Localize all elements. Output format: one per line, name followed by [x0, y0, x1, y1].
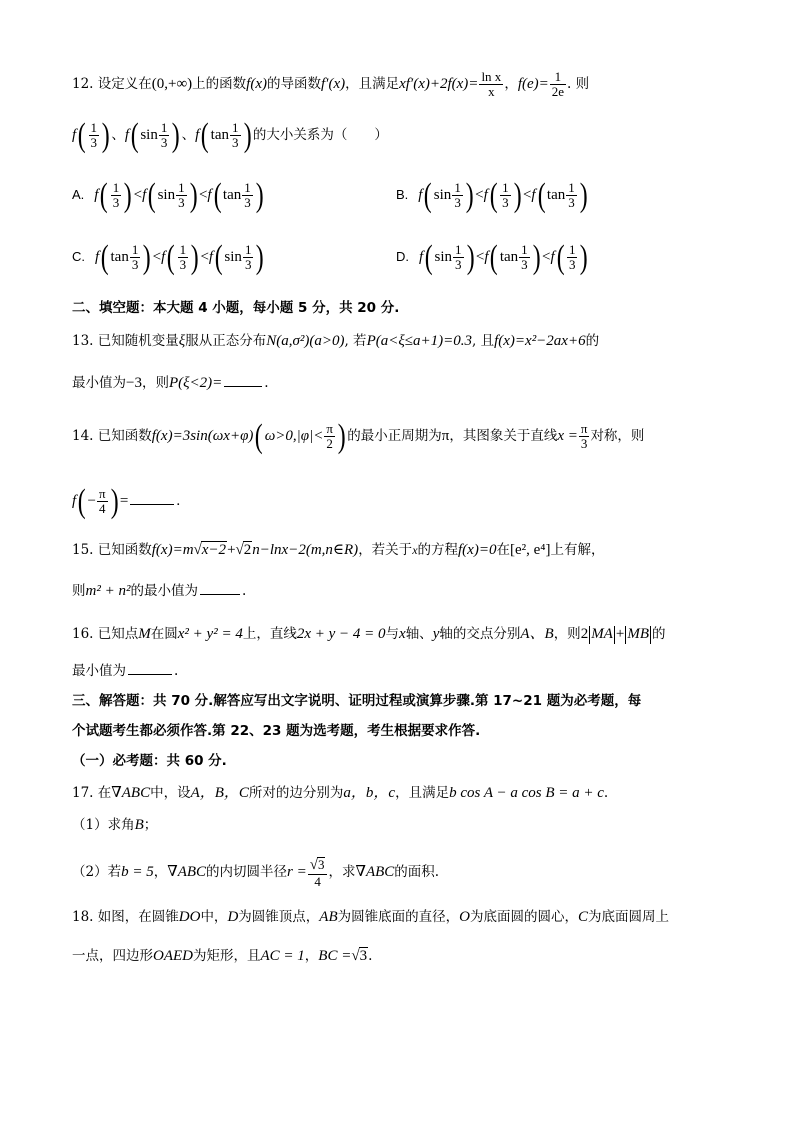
q12-option-d: D. f( sin $\frac{1}{3}$ ) <f( tan $\frac{1}{3}$ ) <f( $\frac{1}{3}$ )	[396, 238, 589, 276]
q12-mid3: ，且满足	[345, 76, 400, 92]
q12-eq-frac: $\frac{\text{ln x}}{x}$	[481, 69, 502, 99]
q16-answer-blank[interactable]	[128, 673, 172, 675]
q12-fe: f(e)=	[517, 76, 549, 92]
q16-line2: 最小值为 .	[72, 663, 179, 679]
q18-line1: 18. 如图，在圆锥DO中，D为圆锥顶点，AB为圆锥底面的直径，O为底面圆的圆心，C为底面圆周上	[72, 909, 669, 925]
q14-line1: 14. 已知函数f(x)=3sin(ωx+φ)( ω>0,|φ|< $\frac{\pi}{2}$ ) 的最小正周期为π，其图象关于直线x = $\frac{\pi}{3}$ 对称，则	[72, 417, 645, 455]
q12-interval: (0,+∞)	[151, 76, 193, 92]
q14-answer-blank[interactable]	[130, 503, 174, 505]
q15-answer-blank[interactable]	[200, 593, 240, 595]
q12-fpx: f′(x)	[321, 76, 346, 92]
section3-line1: 三、解答题：共 70 分.解答应写出文字说明、证明过程或演算步骤.第 17~21 题为必考题，每	[72, 693, 642, 709]
section2-heading: 二、填空题：本大题 4 小题，每小题 5 分，共 20 分.	[72, 300, 400, 316]
q12-line2-suffix: 的大小关系为（ ）	[252, 127, 388, 143]
q16-line1: 16. 已知点M在圆x² + y² = 4上，直线2x + y − 4 = 0与x轴、y轴的交点分别A、B，则2 MA + MB 的	[72, 626, 666, 642]
q18-line2: 一点，四边形OAED为矩形，且AC = 1，BC =√3.	[72, 948, 373, 964]
q12-fe-frac: $\frac{1}{2e}$	[551, 69, 565, 99]
q12-fx: f(x)	[246, 76, 267, 92]
q12-mid2: 的导函数	[267, 76, 321, 92]
q15-line1: 15. 已知函数f(x)=m√x−2+√2n−lnx−2(m,n∈R)，若关于x的方程f(x)=0在[e², e⁴]上有解，	[72, 542, 605, 558]
q12-mid: 上的函数	[192, 76, 247, 92]
q13-line1: 13. 已知随机变量ξ服从正态分布N(a,σ²)(a>0), 若P(a<ξ≤a+1)=0.3, 且f(x)=x²−2ax+6的	[72, 333, 600, 349]
q12-line2: f( $\frac{1}{3}$ ) 、f( sin $\frac{1}{3}$ ) 、f( tan $\frac{1}{3}$ ) 的大小关系为（ ）	[72, 116, 388, 154]
q12-line1: 12. 设定义在(0,+∞)上的函数f(x)的导函数f′(x)，且满足xf′(x)+2f(x)= $\frac{\text{ln x}}{x}$ ，f(e)= $\frac{1}{2e}$ . 则	[72, 69, 590, 99]
q12-eq-lhs: xf′(x)+2f(x)=	[399, 76, 479, 92]
q12-option-b: B. f( sin $\frac{1}{3}$ ) <f( $\frac{1}{3}$ ) <f( tan $\frac{1}{3}$ )	[396, 176, 588, 214]
q14-line2: f( − $\frac{\pi}{4}$ ) = .	[72, 482, 181, 520]
q15-line2: 则m² + n²的最小值为 .	[72, 583, 247, 599]
q12-option-c: C. f( tan $\frac{1}{3}$ ) <f( $\frac{1}{3}$ ) <f( sin $\frac{1}{3}$ )	[72, 238, 265, 276]
q13-line2: 最小值为−3，则P(ξ<2)= .	[72, 375, 269, 391]
section3-line2: 个试题考生都必须作答.第 22、23 题为选考题，考生根据要求作答.	[72, 723, 481, 739]
q17-part1: （1）求角B；	[72, 817, 158, 833]
q12-end: . 则	[567, 76, 590, 92]
q17-part2: （2）若b = 5，∇ABC的内切圆半径r = $\frac{√3}{4}$ ，求∇ABC的面积.	[72, 856, 440, 889]
q12-prefix: 12. 设定义在	[72, 76, 152, 92]
q12-option-a: A. f( $\frac{1}{3}$ ) <f( sin $\frac{1}{3}$ ) <f( tan $\frac{1}{3}$ )	[72, 176, 264, 214]
q17-line1: 17. 在∇ABC中，设A，B，C所对的边分别为a，b，c，且满足b cos A − a cos B = a + c.	[72, 785, 609, 801]
section3-sub: （一）必考题：共 60 分.	[72, 753, 227, 769]
q13-answer-blank[interactable]	[224, 385, 262, 387]
